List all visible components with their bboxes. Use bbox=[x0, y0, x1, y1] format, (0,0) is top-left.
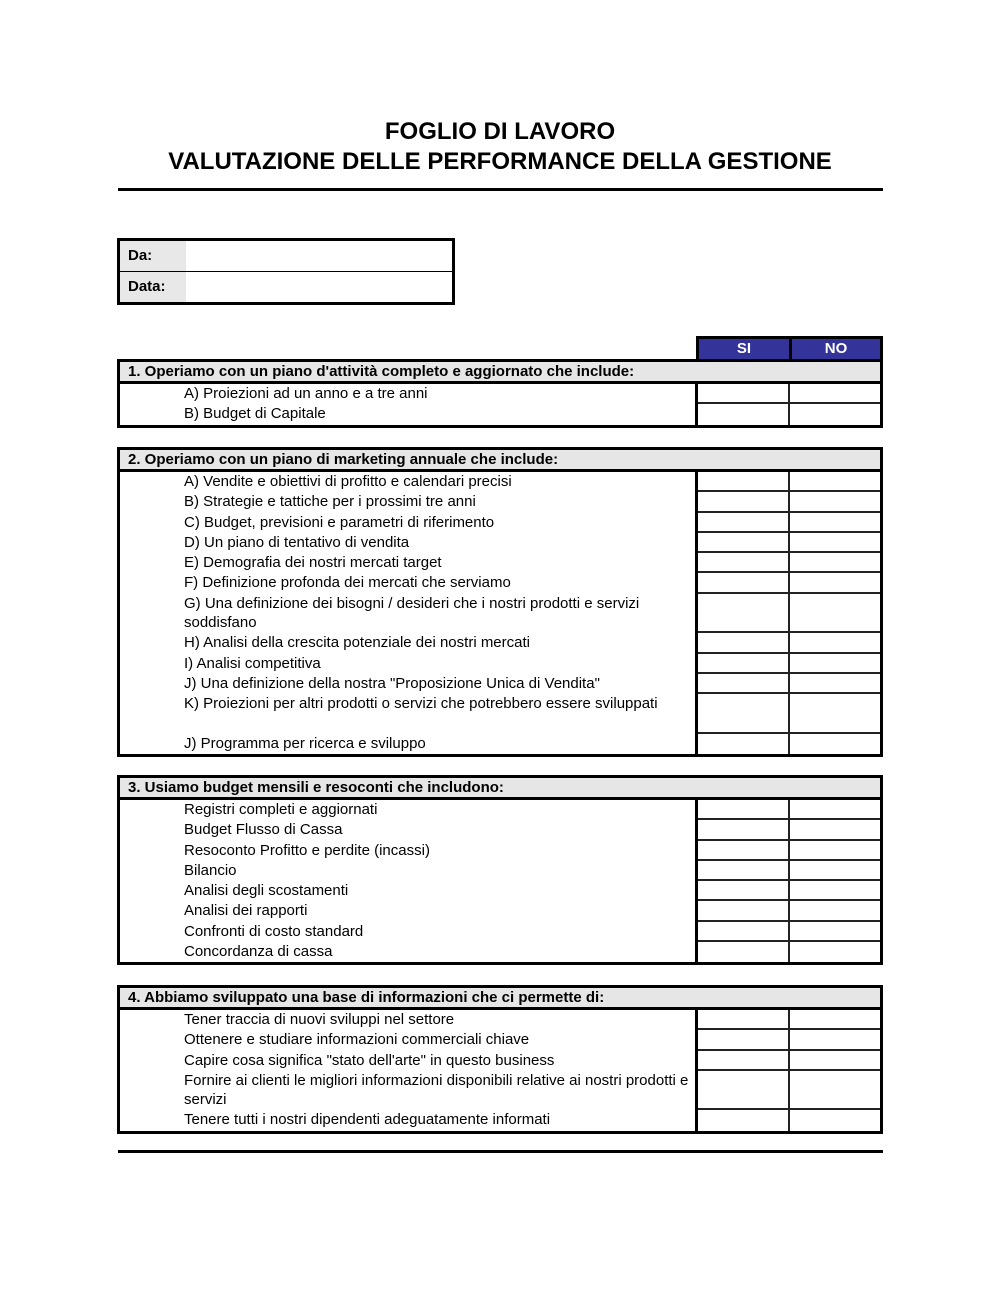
date-label: Data: bbox=[120, 272, 186, 302]
checklist-row bbox=[120, 633, 880, 653]
yes-checkbox-cell[interactable] bbox=[698, 1051, 790, 1071]
item-text: A) Vendite e obiettivi di profitto e calendari precisi bbox=[120, 472, 698, 492]
yes-checkbox-cell[interactable] bbox=[698, 820, 790, 840]
from-row bbox=[120, 241, 452, 271]
checklist-row bbox=[120, 800, 880, 820]
checklist-row bbox=[120, 734, 880, 754]
no-checkbox-cell[interactable] bbox=[790, 1010, 880, 1030]
checklist-row bbox=[120, 1071, 880, 1111]
checklist-row bbox=[120, 1051, 880, 1071]
no-checkbox-cell[interactable] bbox=[790, 633, 880, 653]
no-checkbox-cell[interactable] bbox=[790, 881, 880, 901]
checklist-row bbox=[120, 553, 880, 573]
checklist-row bbox=[120, 573, 880, 593]
no-checkbox-cell[interactable] bbox=[790, 942, 880, 962]
item-text: C) Budget, previsioni e parametri di riferimento bbox=[120, 513, 698, 533]
no-checkbox-cell[interactable] bbox=[790, 384, 880, 404]
item-text: F) Definizione profonda dei mercati che serviamo bbox=[120, 573, 698, 593]
item-text: J) Una definizione della nostra "Proposizione Unica di Vendita" bbox=[120, 674, 698, 694]
yes-checkbox-cell[interactable] bbox=[698, 533, 790, 553]
yes-checkbox-cell[interactable] bbox=[698, 573, 790, 593]
no-checkbox-cell[interactable] bbox=[790, 901, 880, 921]
no-checkbox-cell[interactable] bbox=[790, 841, 880, 861]
item-text: H) Analisi della crescita potenziale dei nostri mercati bbox=[120, 633, 698, 653]
no-checkbox-cell[interactable] bbox=[790, 820, 880, 840]
yes-checkbox-cell[interactable] bbox=[698, 841, 790, 861]
no-checkbox-cell[interactable] bbox=[790, 654, 880, 674]
yes-checkbox-cell[interactable] bbox=[698, 654, 790, 674]
checklist-row bbox=[120, 404, 880, 424]
no-checkbox-cell[interactable] bbox=[790, 1030, 880, 1050]
yes-checkbox-cell[interactable] bbox=[698, 594, 790, 634]
checklist-row bbox=[120, 841, 880, 861]
yes-column-header: SI bbox=[699, 339, 792, 359]
yes-checkbox-cell[interactable] bbox=[698, 492, 790, 512]
yes-checkbox-cell[interactable] bbox=[698, 734, 790, 754]
yes-checkbox-cell[interactable] bbox=[698, 404, 790, 424]
item-text: Tener traccia di nuovi sviluppi nel settore bbox=[120, 1010, 698, 1030]
no-checkbox-cell[interactable] bbox=[790, 533, 880, 553]
yes-checkbox-cell[interactable] bbox=[698, 1110, 790, 1130]
no-checkbox-cell[interactable] bbox=[790, 594, 880, 634]
item-text: B) Strategie e tattiche per i prossimi tre anni bbox=[120, 492, 698, 512]
section-3 bbox=[117, 775, 883, 965]
yes-checkbox-cell[interactable] bbox=[698, 1010, 790, 1030]
checklist-row bbox=[120, 1010, 880, 1030]
no-checkbox-cell[interactable] bbox=[790, 674, 880, 694]
yes-checkbox-cell[interactable] bbox=[698, 553, 790, 573]
item-text: G) Una definizione dei bisogni / desideri che i nostri prodotti e servizi soddisfano bbox=[120, 594, 698, 634]
item-text: A) Proiezioni ad un anno e a tre anni bbox=[120, 384, 698, 404]
no-checkbox-cell[interactable] bbox=[790, 1051, 880, 1071]
item-text: Concordanza di cassa bbox=[120, 942, 698, 962]
item-text: I) Analisi competitiva bbox=[120, 654, 698, 674]
item-text: K) Proiezioni per altri prodotti o servizi che potrebbero essere sviluppati bbox=[120, 694, 698, 734]
item-text: Ottenere e studiare informazioni commerciali chiave bbox=[120, 1030, 698, 1050]
yes-checkbox-cell[interactable] bbox=[698, 922, 790, 942]
no-checkbox-cell[interactable] bbox=[790, 694, 880, 734]
footer-divider bbox=[118, 1150, 883, 1153]
checklist-row bbox=[120, 861, 880, 881]
section-title: 3. Usiamo budget mensili e resoconti che includono: bbox=[120, 778, 880, 800]
no-column-header: NO bbox=[824, 340, 848, 357]
item-text: E) Demografia dei nostri mercati target bbox=[120, 553, 698, 573]
item-text: Analisi degli scostamenti bbox=[120, 881, 698, 901]
yes-checkbox-cell[interactable] bbox=[698, 881, 790, 901]
no-checkbox-cell[interactable] bbox=[790, 513, 880, 533]
yes-checkbox-cell[interactable] bbox=[698, 901, 790, 921]
checklist-row bbox=[120, 384, 880, 404]
checklist-row bbox=[120, 922, 880, 942]
checklist-row bbox=[120, 901, 880, 921]
no-checkbox-cell[interactable] bbox=[790, 404, 880, 424]
header-info-box bbox=[117, 238, 455, 305]
checklist-row bbox=[120, 472, 880, 492]
item-text: Capire cosa significa "stato dell'arte" in questo business bbox=[120, 1051, 698, 1071]
checklist-row bbox=[120, 533, 880, 553]
section-1 bbox=[117, 359, 883, 428]
checklist-row bbox=[120, 694, 880, 734]
date-row bbox=[120, 271, 452, 302]
document-subtitle: VALUTAZIONE DELLE PERFORMANCE DELLA GESTIONE bbox=[168, 148, 832, 175]
checklist-row bbox=[120, 1110, 880, 1130]
checklist-row bbox=[120, 820, 880, 840]
section-title: 4. Abbiamo sviluppato una base di informazioni che ci permette di: bbox=[120, 988, 880, 1010]
no-checkbox-cell[interactable] bbox=[790, 1071, 880, 1111]
item-text: Resoconto Profitto e perdite (incassi) bbox=[120, 841, 698, 861]
no-checkbox-cell[interactable] bbox=[790, 492, 880, 512]
document-title: FOGLIO DI LAVORO bbox=[384, 118, 616, 145]
section-2 bbox=[117, 447, 883, 757]
checklist-row bbox=[120, 654, 880, 674]
from-label: Da: bbox=[120, 241, 186, 271]
checklist-row bbox=[120, 594, 880, 634]
no-checkbox-cell[interactable] bbox=[790, 922, 880, 942]
checklist-row bbox=[120, 881, 880, 901]
item-text: Confronti di costo standard bbox=[120, 922, 698, 942]
item-text: Budget Flusso di Cassa bbox=[120, 820, 698, 840]
item-text: Bilancio bbox=[120, 861, 698, 881]
checklist-row bbox=[120, 513, 880, 533]
checklist-row bbox=[120, 674, 880, 694]
checklist-row bbox=[120, 942, 880, 962]
date-field[interactable] bbox=[186, 272, 452, 302]
section-title: 1. Operiamo con un piano d'attività completo e aggiornato che include: bbox=[120, 362, 880, 384]
from-field[interactable] bbox=[186, 241, 452, 271]
no-checkbox-cell[interactable] bbox=[790, 1110, 880, 1130]
yes-checkbox-cell[interactable] bbox=[698, 942, 790, 962]
no-checkbox-cell[interactable] bbox=[790, 553, 880, 573]
yes-checkbox-cell[interactable] bbox=[698, 513, 790, 533]
no-checkbox-cell[interactable] bbox=[790, 861, 880, 881]
yes-checkbox-cell[interactable] bbox=[698, 1071, 790, 1111]
no-checkbox-cell[interactable] bbox=[790, 573, 880, 593]
yes-checkbox-cell[interactable] bbox=[698, 633, 790, 653]
no-checkbox-cell[interactable] bbox=[790, 800, 880, 820]
item-text: J) Programma per ricerca e sviluppo bbox=[120, 734, 698, 754]
yes-checkbox-cell[interactable] bbox=[698, 384, 790, 404]
yes-checkbox-cell[interactable] bbox=[698, 674, 790, 694]
checklist-row bbox=[120, 492, 880, 512]
item-text: Registri completi e aggiornati bbox=[120, 800, 698, 820]
item-text: Fornire ai clienti le migliori informazioni disponibili relative ai nostri prodotti e servizi bbox=[120, 1071, 698, 1111]
title-divider bbox=[118, 188, 883, 191]
checklist-row bbox=[120, 1030, 880, 1050]
section-4 bbox=[117, 985, 883, 1134]
item-text: D) Un piano di tentativo di vendita bbox=[120, 533, 698, 553]
yes-checkbox-cell[interactable] bbox=[698, 800, 790, 820]
item-text: B) Budget di Capitale bbox=[120, 404, 698, 424]
item-text: Analisi dei rapporti bbox=[120, 901, 698, 921]
yes-checkbox-cell[interactable] bbox=[698, 694, 790, 734]
no-checkbox-cell[interactable] bbox=[790, 472, 880, 492]
section-title: 2. Operiamo con un piano di marketing annuale che include: bbox=[120, 450, 880, 472]
no-checkbox-cell[interactable] bbox=[790, 734, 880, 754]
item-text: Tenere tutti i nostri dipendenti adeguatamente informati bbox=[120, 1110, 698, 1130]
yes-checkbox-cell[interactable] bbox=[698, 861, 790, 881]
yes-checkbox-cell[interactable] bbox=[698, 1030, 790, 1050]
yes-checkbox-cell[interactable] bbox=[698, 472, 790, 492]
